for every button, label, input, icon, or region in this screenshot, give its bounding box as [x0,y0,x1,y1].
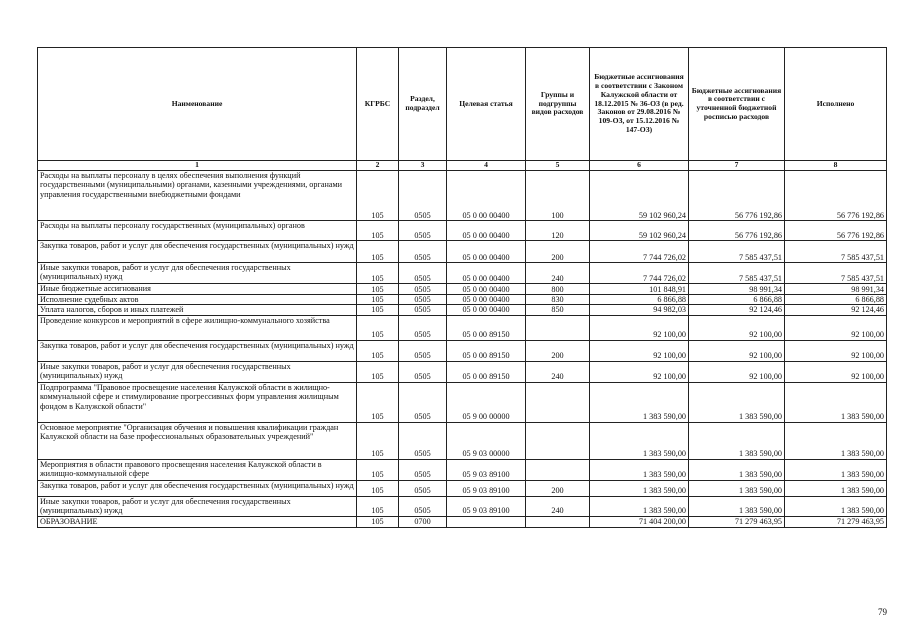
row-celevaya-statya: 05 0 00 89150 [447,315,526,340]
row-name: Проведение конкурсов и мероприятий в сфере жилищно-коммунального хозяйства [38,315,357,340]
row-kgrbs: 105 [357,284,399,295]
row-razdel: 0505 [399,221,447,241]
row-name: Иные закупки товаров, работ и услуг для обеспечения государственных (муниципальных) нужд [38,496,357,516]
table-row [38,480,887,496]
row-celevaya-statya: 05 0 00 00400 [447,241,526,263]
row-law-amount: 94 982,03 [590,305,689,315]
table-row [38,315,887,340]
row-name: ОБРАЗОВАНИЕ [38,516,357,527]
column-number: 6 [590,161,689,171]
row-celevaya-statya: 05 0 00 00400 [447,305,526,315]
row-razdel: 0505 [399,295,447,305]
row-ispolneno-amount: 56 776 192,86 [785,171,887,221]
column-number: 2 [357,161,399,171]
column-number: 7 [689,161,785,171]
row-law-amount: 1 383 590,00 [590,480,689,496]
row-ispolneno-amount: 92 100,00 [785,340,887,361]
header-row [38,48,887,161]
row-refined-amount: 56 776 192,86 [689,221,785,241]
header-refined-assignments: Бюджетные ассигнования в соответствии с уточненной бюджетной росписью расходов [689,48,785,161]
row-refined-amount: 1 383 590,00 [689,382,785,422]
row-celevaya-statya: 05 0 00 00400 [447,284,526,295]
page-number: 79 [878,607,887,617]
table-row [38,422,887,459]
table-body [38,171,887,528]
row-refined-amount: 71 279 463,95 [689,516,785,527]
row-vid-rashodov: 100 [526,171,590,221]
row-name: Уплата налогов, сборов и иных платежей [38,305,357,315]
row-name: Подпрограмма "Правовое просвещение населения Калужской области в жилищно-коммунальной сфере и стимулирование прогрессивных форм управления жилищным фондом в Калужской области" [38,382,357,422]
row-name: Основное мероприятие "Организация обучения и повышения квалификации граждан Калужской области на базе профессиональных образовательных учреждений" [38,422,357,459]
row-vid-rashodov [526,459,590,480]
row-refined-amount: 56 776 192,86 [689,171,785,221]
row-name: Исполнение судебных актов [38,295,357,305]
header-ispolneno: Исполнено [785,48,887,161]
row-razdel: 0505 [399,480,447,496]
row-vid-rashodov [526,422,590,459]
table-row [38,382,887,422]
column-number: 3 [399,161,447,171]
row-kgrbs: 105 [357,221,399,241]
row-ispolneno-amount: 92 100,00 [785,315,887,340]
row-law-amount: 1 383 590,00 [590,459,689,480]
row-razdel: 0505 [399,171,447,221]
row-celevaya-statya: 05 0 00 00400 [447,221,526,241]
row-vid-rashodov: 200 [526,480,590,496]
row-vid-rashodov: 240 [526,361,590,382]
row-refined-amount: 6 866,88 [689,295,785,305]
column-number-row [38,161,887,171]
row-name: Расходы на выплаты персоналу государственных (муниципальных) органов [38,221,357,241]
header-name: Наименование [38,48,357,161]
header-law-assignments: Бюджетные ассигнования в соответствии с Законом Калужской области от 18.12.2015 № 36-ОЗ (в ред. Законов от 29.08.2016 № 109-ОЗ, от 15.12.2016 № 147-ОЗ) [590,48,689,161]
row-vid-rashodov: 850 [526,305,590,315]
header-kgrbs: КГРБС [357,48,399,161]
table-row [38,340,887,361]
row-refined-amount: 1 383 590,00 [689,480,785,496]
row-razdel: 0505 [399,361,447,382]
row-law-amount: 7 744 726,02 [590,263,689,284]
row-name: Закупка товаров, работ и услуг для обеспечения государственных (муниципальных) нужд [38,480,357,496]
column-number: 8 [785,161,887,171]
row-refined-amount: 92 124,46 [689,305,785,315]
row-law-amount: 101 848,91 [590,284,689,295]
row-celevaya-statya: 05 0 00 00400 [447,263,526,284]
row-ispolneno-amount: 6 866,88 [785,295,887,305]
table-row [38,221,887,241]
row-razdel: 0505 [399,382,447,422]
table-row [38,295,887,305]
row-law-amount: 7 744 726,02 [590,241,689,263]
row-refined-amount: 1 383 590,00 [689,496,785,516]
table-row [38,284,887,295]
row-kgrbs: 105 [357,241,399,263]
row-razdel: 0505 [399,241,447,263]
row-kgrbs: 105 [357,315,399,340]
row-celevaya-statya: 05 9 03 00000 [447,422,526,459]
row-ispolneno-amount: 56 776 192,86 [785,221,887,241]
row-refined-amount: 7 585 437,51 [689,241,785,263]
row-ispolneno-amount: 1 383 590,00 [785,480,887,496]
row-razdel: 0505 [399,422,447,459]
row-kgrbs: 105 [357,422,399,459]
row-ispolneno-amount: 7 585 437,51 [785,263,887,284]
row-razdel: 0505 [399,305,447,315]
row-name: Иные закупки товаров, работ и услуг для обеспечения государственных (муниципальных) нужд [38,361,357,382]
row-kgrbs: 105 [357,361,399,382]
row-vid-rashodov [526,382,590,422]
row-razdel: 0505 [399,459,447,480]
row-vid-rashodov: 830 [526,295,590,305]
row-celevaya-statya: 05 9 03 89100 [447,459,526,480]
row-ispolneno-amount: 1 383 590,00 [785,382,887,422]
table-row [38,496,887,516]
row-law-amount: 71 404 200,00 [590,516,689,527]
row-ispolneno-amount: 92 124,46 [785,305,887,315]
row-vid-rashodov: 200 [526,340,590,361]
row-name: Расходы на выплаты персоналу в целях обеспечения выполнения функций государственными (муниципальными) органами, казенными учреждениями, органами управления государственными внебюджетными фондами [38,171,357,221]
row-ispolneno-amount: 1 383 590,00 [785,422,887,459]
row-razdel: 0505 [399,263,447,284]
table-row [38,361,887,382]
row-vid-rashodov: 240 [526,263,590,284]
row-law-amount: 59 102 960,24 [590,171,689,221]
row-kgrbs: 105 [357,459,399,480]
row-law-amount: 1 383 590,00 [590,382,689,422]
row-refined-amount: 92 100,00 [689,315,785,340]
row-kgrbs: 105 [357,263,399,284]
row-law-amount: 92 100,00 [590,340,689,361]
header-celevaya-statya: Целевая статья [447,48,526,161]
row-kgrbs: 105 [357,496,399,516]
table-row [38,241,887,263]
row-kgrbs: 105 [357,382,399,422]
row-celevaya-statya: 05 0 00 89150 [447,340,526,361]
row-celevaya-statya: 05 0 00 00400 [447,295,526,305]
row-refined-amount: 7 585 437,51 [689,263,785,284]
row-razdel: 0700 [399,516,447,527]
row-law-amount: 6 866,88 [590,295,689,305]
table-row [38,171,887,221]
row-vid-rashodov [526,516,590,527]
row-celevaya-statya: 05 9 03 89100 [447,496,526,516]
row-ispolneno-amount: 71 279 463,95 [785,516,887,527]
row-kgrbs: 105 [357,295,399,305]
budget-table [37,47,887,528]
row-celevaya-statya [447,516,526,527]
row-celevaya-statya: 05 0 00 00400 [447,171,526,221]
row-kgrbs: 105 [357,516,399,527]
row-vid-rashodov [526,315,590,340]
row-law-amount: 1 383 590,00 [590,422,689,459]
row-vid-rashodov: 120 [526,221,590,241]
table-row [38,263,887,284]
table-row [38,305,887,315]
row-law-amount: 59 102 960,24 [590,221,689,241]
row-ispolneno-amount: 7 585 437,51 [785,241,887,263]
row-ispolneno-amount: 1 383 590,00 [785,459,887,480]
column-number: 4 [447,161,526,171]
column-number: 5 [526,161,590,171]
table-row [38,516,887,527]
row-vid-rashodov: 800 [526,284,590,295]
header-vid-rashodov: Группы и подгруппы видов расходов [526,48,590,161]
row-refined-amount: 1 383 590,00 [689,422,785,459]
row-razdel: 0505 [399,496,447,516]
row-celevaya-statya: 05 9 00 00000 [447,382,526,422]
row-razdel: 0505 [399,340,447,361]
row-ispolneno-amount: 1 383 590,00 [785,496,887,516]
row-vid-rashodov: 200 [526,241,590,263]
row-law-amount: 1 383 590,00 [590,496,689,516]
row-celevaya-statya: 05 9 03 89100 [447,480,526,496]
row-law-amount: 92 100,00 [590,361,689,382]
row-law-amount: 92 100,00 [590,315,689,340]
row-refined-amount: 92 100,00 [689,361,785,382]
row-name: Закупка товаров, работ и услуг для обеспечения государственных (муниципальных) нужд [38,241,357,263]
column-number: 1 [38,161,357,171]
row-name: Иные бюджетные ассигнования [38,284,357,295]
row-kgrbs: 105 [357,171,399,221]
row-razdel: 0505 [399,284,447,295]
row-refined-amount: 1 383 590,00 [689,459,785,480]
row-razdel: 0505 [399,315,447,340]
row-name: Иные закупки товаров, работ и услуг для обеспечения государственных (муниципальных) нужд [38,263,357,284]
row-refined-amount: 98 991,34 [689,284,785,295]
row-kgrbs: 105 [357,305,399,315]
row-ispolneno-amount: 92 100,00 [785,361,887,382]
row-name: Закупка товаров, работ и услуг для обеспечения государственных (муниципальных) нужд [38,340,357,361]
header-razdel: Раздел, подраздел [399,48,447,161]
table-row [38,459,887,480]
row-kgrbs: 105 [357,480,399,496]
row-ispolneno-amount: 98 991,34 [785,284,887,295]
row-celevaya-statya: 05 0 00 89150 [447,361,526,382]
row-name: Мероприятия в области правового просвещения населения Калужской области в жилищно-коммунальной сфере [38,459,357,480]
row-vid-rashodov: 240 [526,496,590,516]
row-kgrbs: 105 [357,340,399,361]
row-refined-amount: 92 100,00 [689,340,785,361]
